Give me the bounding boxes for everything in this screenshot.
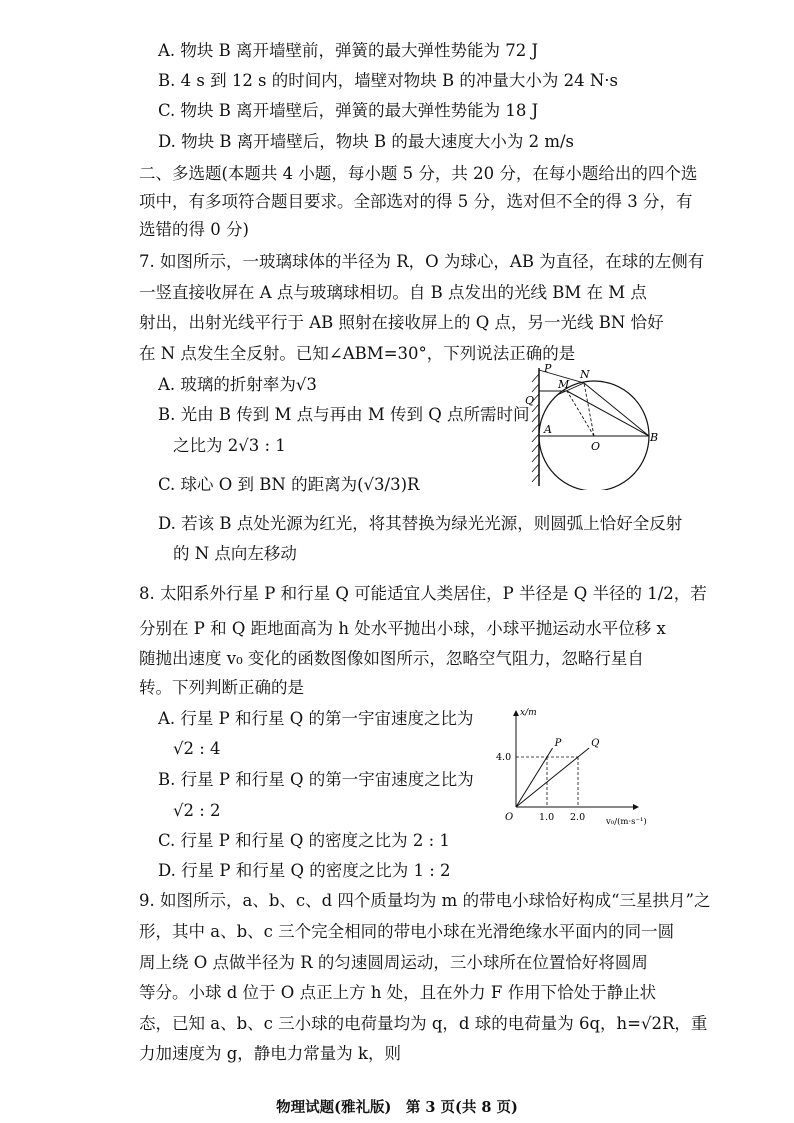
label-p: P: [544, 362, 552, 375]
q7-line3: 射出，出射光线平行于 AB 照射在接收屏上的 Q 点，另一光线 BN 恰好: [139, 313, 664, 332]
label-a: A: [544, 423, 552, 436]
label-o: O: [591, 440, 601, 453]
glass-sphere-figure: [522, 358, 664, 490]
q8-option-a-line1: A. 行星 P 和行星 Q 的第一宇宙速度之比为: [158, 709, 474, 728]
label-n: N: [580, 368, 590, 381]
prev-option-b: B. 4 s 到 12 s 的时间内，墙壁对物块 B 的冲量大小为 24 N·s: [158, 71, 619, 90]
q8-line4: 转。下列判断正确的是: [139, 678, 304, 697]
q7-option-c: C. 球心 O 到 BN 的距离为(√3/3)R: [158, 475, 420, 494]
q8-option-c: C. 行星 P 和行星 Q 的密度之比为 2 : 1: [158, 831, 450, 850]
origin-label: O: [505, 812, 514, 823]
q8-option-b-line2: √2 : 2: [173, 801, 221, 820]
q8-line3: 随抛出速度 v₀ 变化的函数图像如图所示，忽略空气阻力，忽略行星自: [139, 649, 644, 668]
y-tick-label: 4.0: [496, 752, 512, 763]
q7-option-d-line2: 的 N 点向左移动: [173, 544, 297, 563]
page-footer: 物理试题(雅礼版) 第 3 页(共 8 页): [276, 1099, 518, 1116]
x-axis-label: v₀/(m·s⁻¹): [606, 817, 647, 827]
q8-option-b-line1: B. 行星 P 和行星 Q 的第一宇宙速度之比为: [158, 770, 474, 789]
prev-option-c: C. 物块 B 离开墙壁后，弹簧的最大弹性势能为 18 J: [158, 101, 539, 120]
ray-bm: [567, 391, 649, 436]
section2-line2: 项中，有多项符合题目要求。全部选对的得 5 分，选对但不全的得 3 分，有: [139, 192, 693, 211]
q7-option-a: A. 玻璃的折射率为√3: [158, 375, 317, 394]
q7-option-b-line2: 之比为 2√3 : 1: [173, 436, 286, 455]
q8-option-a-line2: √2 : 4: [173, 739, 221, 758]
series-label-q: Q: [591, 738, 600, 749]
q8-chart: [488, 703, 658, 828]
q9-line6: 力加速度为 g，静电力常量为 k，则: [139, 1044, 402, 1063]
label-q: Q: [525, 394, 535, 407]
q8-option-d: D. 行星 P 和行星 Q 的密度之比为 1 : 2: [158, 861, 451, 880]
section2-line1: 二、多选题(本题共 4 小题，每小题 5 分，共 20 分，在每小题给出的四个选: [139, 164, 698, 183]
q9-line2: 形，其中 a、b、c 三个完全相同的带电小球在光滑绝缘水平面内的同一圆: [139, 922, 675, 941]
q7-option-b-line1: B. 光由 B 传到 M 点与再由 M 传到 Q 点所需时间: [158, 405, 530, 424]
q7-line1: 7. 如图所示，一玻璃球体的半径为 R，O 为球心，AB 为直径，在球的左侧有: [139, 252, 705, 271]
x-tick-label: 1.0: [539, 812, 555, 823]
q7-option-d-line1: D. 若该 B 点处光源为红光，将其替换为绿光光源，则圆弧上恰好全反射: [158, 514, 683, 533]
q7-line2: 一竖直接收屏在 A 点与玻璃球相切。自 B 点发出的光线 BM 在 M 点: [139, 283, 647, 302]
q8-line1: 8. 太阳系外行星 P 和行星 Q 可能适宜人类居住，P 半径是 Q 半径的 1/2，若: [139, 584, 707, 603]
q8-line2: 分别在 P 和 Q 距地面高为 h 处水平抛出小球，小球平抛运动水平位移 x: [139, 619, 666, 638]
section2-line3: 选错的得 0 分): [139, 220, 249, 239]
y-axis-label: x/m: [520, 708, 537, 718]
q7-line4: 在 N 点发生全反射。已知∠ABM=30°，下列说法正确的是: [139, 344, 576, 363]
x-tick-label: 2.0: [570, 812, 586, 823]
q9-line5: 态，已知 a、b、c 三小球的电荷量均为 q，d 球的电荷量为 6q，h=√2R，重: [139, 1014, 708, 1033]
q9-line3: 周上绕 O 点做半径为 R 的匀速圆周运动，三小球所在位置恰好将圆周: [139, 953, 648, 972]
prev-option-d: D. 物块 B 离开墙壁后，物块 B 的最大速度大小为 2 m/s: [158, 132, 575, 151]
ray-bn: [584, 383, 649, 436]
label-m: M: [558, 378, 570, 391]
screen-hatching: [532, 374, 539, 482]
series-label-p: P: [554, 738, 562, 749]
label-b: B: [650, 431, 659, 444]
q9-line1: 9. 如图所示，a、b、c、d 四个质量均为 m 的带电小球恰好构成“三星拱月”之: [139, 891, 711, 910]
q9-line4: 等分。小球 d 位于 O 点正上方 h 处，且在外力 F 作用下恰处于静止状: [139, 983, 657, 1002]
radius-on: [584, 383, 594, 436]
prev-option-a: A. 物块 B 离开墙壁前，弹簧的最大弹性势能为 72 J: [158, 41, 539, 60]
